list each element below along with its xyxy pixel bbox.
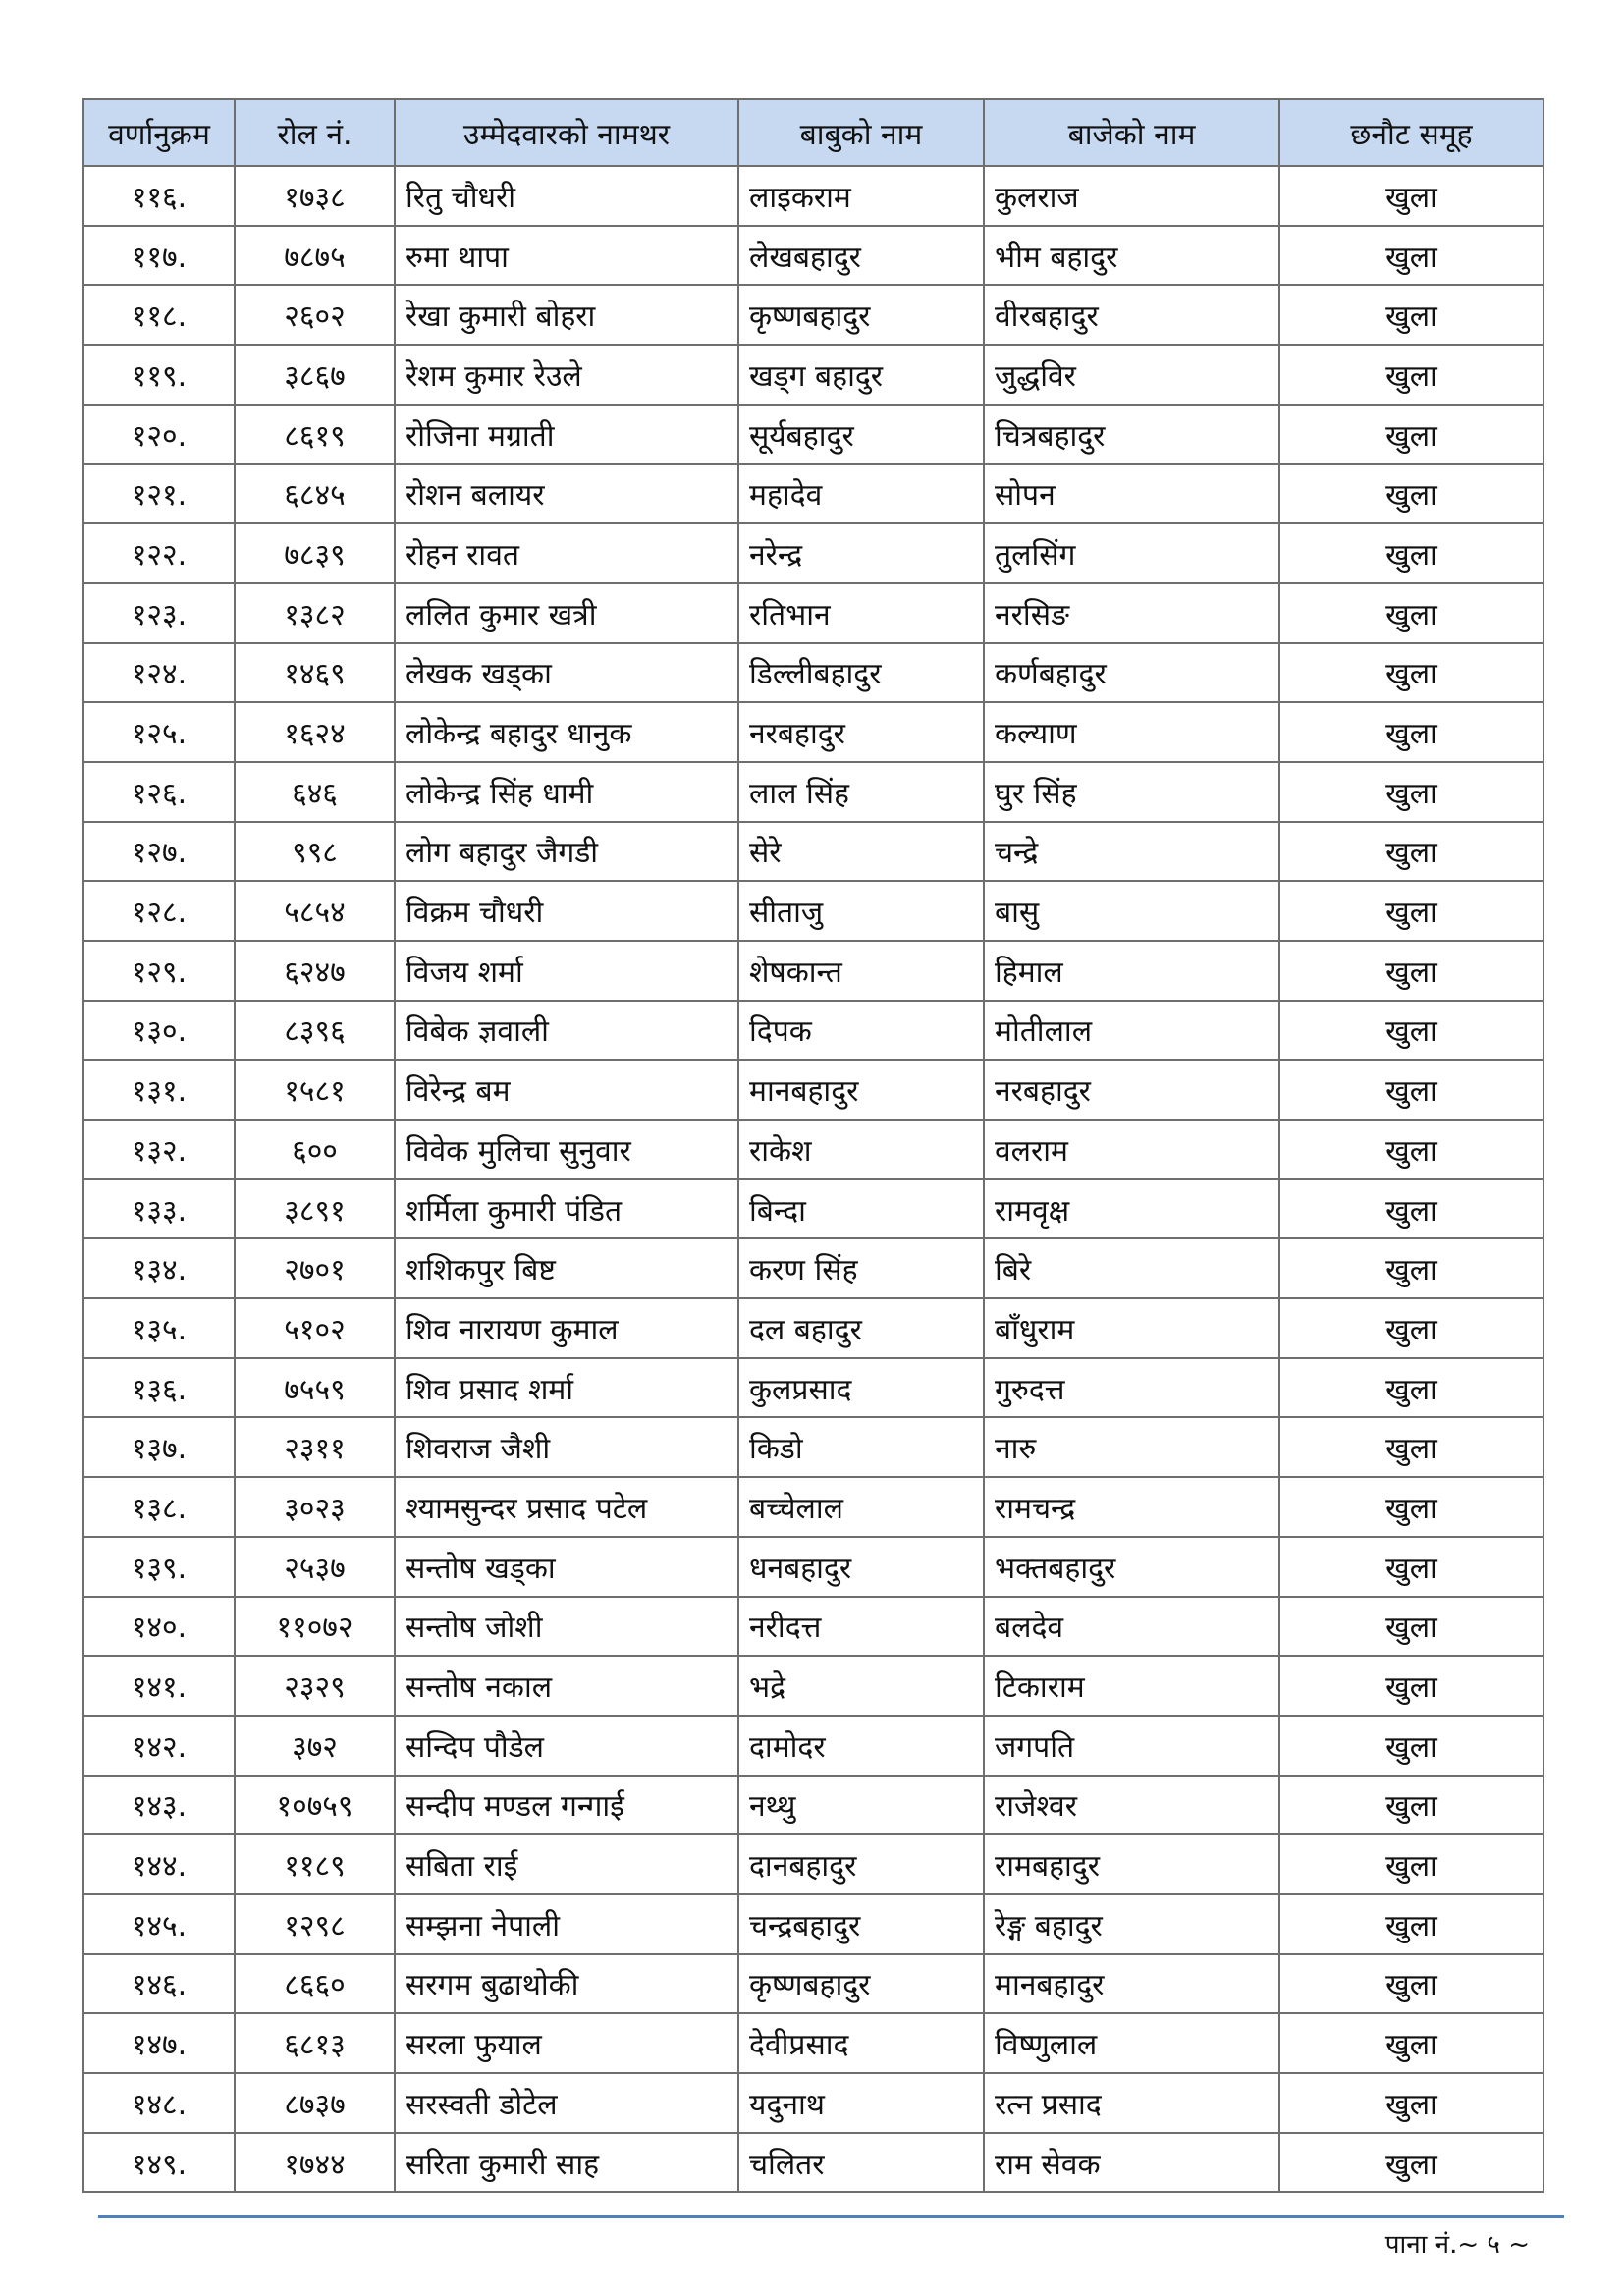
father-name-cell: नरेन्द्र (738, 523, 984, 583)
candidate-name-cell: रुमा थापा (395, 226, 738, 286)
serial-cell: १२३. (83, 583, 235, 643)
father-name-cell: नरबहादुर (738, 702, 984, 762)
candidate-name-cell: रोशन बलायर (395, 464, 738, 523)
candidate-name-cell: ललित कुमार खत्री (395, 583, 738, 643)
father-name-cell: महादेव (738, 464, 984, 523)
grandfather-name-cell: वीरबहादुर (984, 285, 1279, 345)
grandfather-name-cell: जुद्धविर (984, 345, 1279, 405)
table-row (83, 1298, 1543, 1358)
table-row (83, 523, 1543, 583)
grandfather-name-cell: रामचन्द्र (984, 1477, 1279, 1537)
father-name-cell: सूर्यबहादुर (738, 405, 984, 465)
selection-group-cell: खुला (1279, 1179, 1543, 1239)
table-row (83, 2133, 1543, 2193)
serial-cell: १४३. (83, 1776, 235, 1835)
roll-number-cell: ६८४५ (235, 464, 395, 523)
candidate-name-cell: रितु चौधरी (395, 166, 738, 226)
candidate-name-cell: सन्तोष जोशी (395, 1597, 738, 1657)
table-row (83, 1597, 1543, 1657)
candidate-name-cell: सन्तोष नकाल (395, 1656, 738, 1716)
grandfather-name-cell: वलराम (984, 1120, 1279, 1179)
father-name-cell: चलितर (738, 2133, 984, 2193)
table-row (83, 1537, 1543, 1597)
results-table (82, 98, 1544, 2193)
selection-group-cell: खुला (1279, 226, 1543, 286)
header-roll-number: रोल नं. (235, 99, 395, 166)
serial-cell: १४६. (83, 1954, 235, 2014)
serial-cell: १२८. (83, 881, 235, 941)
header-serial: वर्णानुक्रम (83, 99, 235, 166)
serial-cell: १३९. (83, 1537, 235, 1597)
candidate-name-cell: विक्रम चौधरी (395, 881, 738, 941)
grandfather-name-cell: घुर सिंह (984, 762, 1279, 822)
serial-cell: १४५. (83, 1894, 235, 1954)
roll-number-cell: १२९८ (235, 1894, 395, 1954)
serial-cell: १३५. (83, 1298, 235, 1358)
roll-number-cell: ७८७५ (235, 226, 395, 286)
serial-cell: १४१. (83, 1656, 235, 1716)
selection-group-cell: खुला (1279, 1954, 1543, 2014)
selection-group-cell: खुला (1279, 2073, 1543, 2133)
selection-group-cell: खुला (1279, 1120, 1543, 1179)
father-name-cell: खड्ग बहादुर (738, 345, 984, 405)
page-number: पाना नं.~ ५ ~ (1384, 2230, 1530, 2260)
selection-group-cell: खुला (1279, 1001, 1543, 1061)
table-row (83, 1834, 1543, 1894)
table-row (83, 643, 1543, 703)
father-name-cell: शेषकान्त (738, 941, 984, 1001)
father-name-cell: धनबहादुर (738, 1537, 984, 1597)
footer-divider (98, 2215, 1564, 2218)
serial-cell: ११८. (83, 285, 235, 345)
roll-number-cell: २६०२ (235, 285, 395, 345)
roll-number-cell: १६२४ (235, 702, 395, 762)
grandfather-name-cell: बाँधुराम (984, 1298, 1279, 1358)
roll-number-cell: ५१०२ (235, 1298, 395, 1358)
grandfather-name-cell: कल्याण (984, 702, 1279, 762)
header-grandfather-name: बाजेको नाम (984, 99, 1279, 166)
table-row (83, 405, 1543, 465)
table-row (83, 166, 1543, 226)
selection-group-cell: खुला (1279, 166, 1543, 226)
father-name-cell: किडो (738, 1417, 984, 1477)
table-row (83, 1060, 1543, 1120)
roll-number-cell: ७५५९ (235, 1358, 395, 1418)
grandfather-name-cell: सोपन (984, 464, 1279, 523)
grandfather-name-cell: हिमाल (984, 941, 1279, 1001)
father-name-cell: करण सिंह (738, 1238, 984, 1298)
roll-number-cell: ५८५४ (235, 881, 395, 941)
father-name-cell: सेरे (738, 822, 984, 882)
selection-group-cell: खुला (1279, 881, 1543, 941)
candidate-name-cell: रेखा कुमारी बोहरा (395, 285, 738, 345)
candidate-name-cell: शर्मिला कुमारी पंडित (395, 1179, 738, 1239)
father-name-cell: लाल सिंह (738, 762, 984, 822)
candidate-name-cell: शशिकपुर बिष्ट (395, 1238, 738, 1298)
serial-cell: १३६. (83, 1358, 235, 1418)
roll-number-cell: ६८१३ (235, 2013, 395, 2073)
selection-group-cell: खुला (1279, 2013, 1543, 2073)
serial-cell: १३८. (83, 1477, 235, 1537)
roll-number-cell: १७४४ (235, 2133, 395, 2193)
father-name-cell: सीताजु (738, 881, 984, 941)
grandfather-name-cell: कर्णबहादुर (984, 643, 1279, 703)
candidate-name-cell: लोग बहादुर जैगडी (395, 822, 738, 882)
candidate-name-cell: सरगम बुढाथोकी (395, 1954, 738, 2014)
candidate-name-cell: रोजिना मग्राती (395, 405, 738, 465)
roll-number-cell: ८६६० (235, 1954, 395, 2014)
grandfather-name-cell: रत्न प्रसाद (984, 2073, 1279, 2133)
roll-number-cell: ३०२३ (235, 1477, 395, 1537)
selection-group-cell: खुला (1279, 1537, 1543, 1597)
selection-group-cell: खुला (1279, 702, 1543, 762)
candidate-name-cell: लेखक खड्का (395, 643, 738, 703)
table-row (83, 762, 1543, 822)
table-row (83, 1477, 1543, 1537)
grandfather-name-cell: चित्रबहादुर (984, 405, 1279, 465)
father-name-cell: कुलप्रसाद (738, 1358, 984, 1418)
table-row (83, 1001, 1543, 1061)
grandfather-name-cell: टिकाराम (984, 1656, 1279, 1716)
table-row (83, 1776, 1543, 1835)
father-name-cell: नरीदत्त (738, 1597, 984, 1657)
roll-number-cell: १०७५९ (235, 1776, 395, 1835)
table-row (83, 881, 1543, 941)
candidate-name-cell: रेशम कुमार रेउले (395, 345, 738, 405)
selection-group-cell: खुला (1279, 1776, 1543, 1835)
serial-cell: ११९. (83, 345, 235, 405)
selection-group-cell: खुला (1279, 583, 1543, 643)
candidate-name-cell: शिव प्रसाद शर्मा (395, 1358, 738, 1418)
roll-number-cell: ३८९१ (235, 1179, 395, 1239)
candidate-name-cell: विवेक मुलिचा सुनुवार (395, 1120, 738, 1179)
serial-cell: १२९. (83, 941, 235, 1001)
father-name-cell: दानबहादुर (738, 1834, 984, 1894)
roll-number-cell: ९९८ (235, 822, 395, 882)
selection-group-cell: खुला (1279, 285, 1543, 345)
table-row (83, 1417, 1543, 1477)
father-name-cell: भद्रे (738, 1656, 984, 1716)
roll-number-cell: ११८९ (235, 1834, 395, 1894)
father-name-cell: कृष्णबहादुर (738, 285, 984, 345)
header-row (83, 99, 1543, 166)
serial-cell: १३२. (83, 1120, 235, 1179)
grandfather-name-cell: नारु (984, 1417, 1279, 1477)
selection-group-cell: खुला (1279, 1716, 1543, 1776)
selection-group-cell: खुला (1279, 405, 1543, 465)
table-row (83, 822, 1543, 882)
selection-group-cell: खुला (1279, 345, 1543, 405)
grandfather-name-cell: रामबहादुर (984, 1834, 1279, 1894)
serial-cell: १३०. (83, 1001, 235, 1061)
table-row (83, 583, 1543, 643)
header-father-name: बाबुको नाम (738, 99, 984, 166)
serial-cell: १४०. (83, 1597, 235, 1657)
father-name-cell: दल बहादुर (738, 1298, 984, 1358)
serial-cell: १४४. (83, 1834, 235, 1894)
candidate-name-cell: सरला फुयाल (395, 2013, 738, 2073)
roll-number-cell: २७०१ (235, 1238, 395, 1298)
selection-group-cell: खुला (1279, 1834, 1543, 1894)
roll-number-cell: १७३८ (235, 166, 395, 226)
selection-group-cell: खुला (1279, 822, 1543, 882)
father-name-cell: दिपक (738, 1001, 984, 1061)
selection-group-cell: खुला (1279, 941, 1543, 1001)
candidate-name-cell: सन्दिप पौडेल (395, 1716, 738, 1776)
selection-group-cell: खुला (1279, 523, 1543, 583)
table-row (83, 2013, 1543, 2073)
grandfather-name-cell: रेङ्ग बहादुर (984, 1894, 1279, 1954)
candidate-name-cell: विरेन्द्र बम (395, 1060, 738, 1120)
roll-number-cell: २३२९ (235, 1656, 395, 1716)
header-selection-group: छनौट समूह (1279, 99, 1543, 166)
selection-group-cell: खुला (1279, 1417, 1543, 1477)
candidate-name-cell: सन्दीप मण्डल गन्गाई (395, 1776, 738, 1835)
grandfather-name-cell: मोतीलाल (984, 1001, 1279, 1061)
selection-group-cell: खुला (1279, 1656, 1543, 1716)
serial-cell: १२६. (83, 762, 235, 822)
father-name-cell: नथ्थु (738, 1776, 984, 1835)
roll-number-cell: २५३७ (235, 1537, 395, 1597)
serial-cell: १४२. (83, 1716, 235, 1776)
table-row (83, 1238, 1543, 1298)
grandfather-name-cell: जगपति (984, 1716, 1279, 1776)
grandfather-name-cell: कुलराज (984, 166, 1279, 226)
table-row (83, 226, 1543, 286)
candidate-name-cell: श्यामसुन्दर प्रसाद पटेल (395, 1477, 738, 1537)
serial-cell: १२०. (83, 405, 235, 465)
candidate-name-cell: शिवराज जैशी (395, 1417, 738, 1477)
selection-group-cell: खुला (1279, 464, 1543, 523)
selection-group-cell: खुला (1279, 1060, 1543, 1120)
selection-group-cell: खुला (1279, 1894, 1543, 1954)
roll-number-cell: ११०७२ (235, 1597, 395, 1657)
candidate-name-cell: सन्तोष खड्का (395, 1537, 738, 1597)
roll-number-cell: ३८६७ (235, 345, 395, 405)
father-name-cell: चन्द्रबहादुर (738, 1894, 984, 1954)
father-name-cell: यदुनाथ (738, 2073, 984, 2133)
table-row (83, 702, 1543, 762)
father-name-cell: बिन्दा (738, 1179, 984, 1239)
selection-group-cell: खुला (1279, 1477, 1543, 1537)
serial-cell: १२७. (83, 822, 235, 882)
serial-cell: १३१. (83, 1060, 235, 1120)
serial-cell: १३७. (83, 1417, 235, 1477)
serial-cell: १२५. (83, 702, 235, 762)
table-row (83, 285, 1543, 345)
selection-group-cell: खुला (1279, 1298, 1543, 1358)
father-name-cell: दामोदर (738, 1716, 984, 1776)
roll-number-cell: ६४६ (235, 762, 395, 822)
grandfather-name-cell: बासु (984, 881, 1279, 941)
grandfather-name-cell: विष्णुलाल (984, 2013, 1279, 2073)
grandfather-name-cell: रामवृक्ष (984, 1179, 1279, 1239)
serial-cell: १३३. (83, 1179, 235, 1239)
grandfather-name-cell: भक्तबहादुर (984, 1537, 1279, 1597)
grandfather-name-cell: गुरुदत्त (984, 1358, 1279, 1418)
selection-group-cell: खुला (1279, 1358, 1543, 1418)
grandfather-name-cell: बलदेव (984, 1597, 1279, 1657)
table-row (83, 1179, 1543, 1239)
serial-cell: ११७. (83, 226, 235, 286)
serial-cell: १२१. (83, 464, 235, 523)
selection-group-cell: खुला (1279, 1597, 1543, 1657)
serial-cell: १२२. (83, 523, 235, 583)
roll-number-cell: १४६९ (235, 643, 395, 703)
grandfather-name-cell: नरबहादुर (984, 1060, 1279, 1120)
table-header (83, 99, 1543, 166)
candidate-name-cell: सम्झना नेपाली (395, 1894, 738, 1954)
grandfather-name-cell: मानबहादुर (984, 1954, 1279, 2014)
grandfather-name-cell: चन्द्रे (984, 822, 1279, 882)
table-row (83, 1120, 1543, 1179)
father-name-cell: बच्चेलाल (738, 1477, 984, 1537)
table-row (83, 1358, 1543, 1418)
serial-cell: १४९. (83, 2133, 235, 2193)
candidate-name-cell: लोकेन्द्र बहादुर धानुक (395, 702, 738, 762)
roll-number-cell: १५८१ (235, 1060, 395, 1120)
candidate-name-cell: लोकेन्द्र सिंह धामी (395, 762, 738, 822)
serial-cell: १३४. (83, 1238, 235, 1298)
grandfather-name-cell: तुलसिंग (984, 523, 1279, 583)
table-row (83, 1716, 1543, 1776)
table-row (83, 464, 1543, 523)
serial-cell: ११६. (83, 166, 235, 226)
candidate-name-cell: सबिता राई (395, 1834, 738, 1894)
selection-group-cell: खुला (1279, 2133, 1543, 2193)
selection-group-cell: खुला (1279, 643, 1543, 703)
serial-cell: १२४. (83, 643, 235, 703)
father-name-cell: रतिभान (738, 583, 984, 643)
table-row (83, 941, 1543, 1001)
roll-number-cell: १३८२ (235, 583, 395, 643)
father-name-cell: लेखबहादुर (738, 226, 984, 286)
roll-number-cell: ८३९६ (235, 1001, 395, 1061)
roll-number-cell: ८७३७ (235, 2073, 395, 2133)
grandfather-name-cell: राम सेवक (984, 2133, 1279, 2193)
grandfather-name-cell: राजेश्वर (984, 1776, 1279, 1835)
candidate-name-cell: रोहन रावत (395, 523, 738, 583)
roll-number-cell: ८६१९ (235, 405, 395, 465)
table-body (83, 166, 1543, 2192)
father-name-cell: कृष्णबहादुर (738, 1954, 984, 2014)
father-name-cell: डिल्लीबहादुर (738, 643, 984, 703)
candidate-name-cell: सरिता कुमारी साह (395, 2133, 738, 2193)
roll-number-cell: २३११ (235, 1417, 395, 1477)
table-row (83, 2073, 1543, 2133)
roll-number-cell: ३७२ (235, 1716, 395, 1776)
father-name-cell: देवीप्रसाद (738, 2013, 984, 2073)
selection-group-cell: खुला (1279, 1238, 1543, 1298)
roll-number-cell: ६०० (235, 1120, 395, 1179)
table-row (83, 345, 1543, 405)
grandfather-name-cell: बिरे (984, 1238, 1279, 1298)
table-row (83, 1954, 1543, 2014)
father-name-cell: मानबहादुर (738, 1060, 984, 1120)
selection-group-cell: खुला (1279, 762, 1543, 822)
father-name-cell: लाइकराम (738, 166, 984, 226)
candidate-name-cell: शिव नारायण कुमाल (395, 1298, 738, 1358)
candidate-name-cell: सरस्वती डोटेल (395, 2073, 738, 2133)
roll-number-cell: ७८३९ (235, 523, 395, 583)
father-name-cell: राकेश (738, 1120, 984, 1179)
table-row (83, 1894, 1543, 1954)
serial-cell: १४८. (83, 2073, 235, 2133)
candidate-name-cell: विजय शर्मा (395, 941, 738, 1001)
grandfather-name-cell: नरसिङ (984, 583, 1279, 643)
roll-number-cell: ६२४७ (235, 941, 395, 1001)
candidate-name-cell: विबेक ज्ञवाली (395, 1001, 738, 1061)
grandfather-name-cell: भीम बहादुर (984, 226, 1279, 286)
serial-cell: १४७. (83, 2013, 235, 2073)
table-row (83, 1656, 1543, 1716)
header-candidate-name: उम्मेदवारको नामथर (395, 99, 738, 166)
